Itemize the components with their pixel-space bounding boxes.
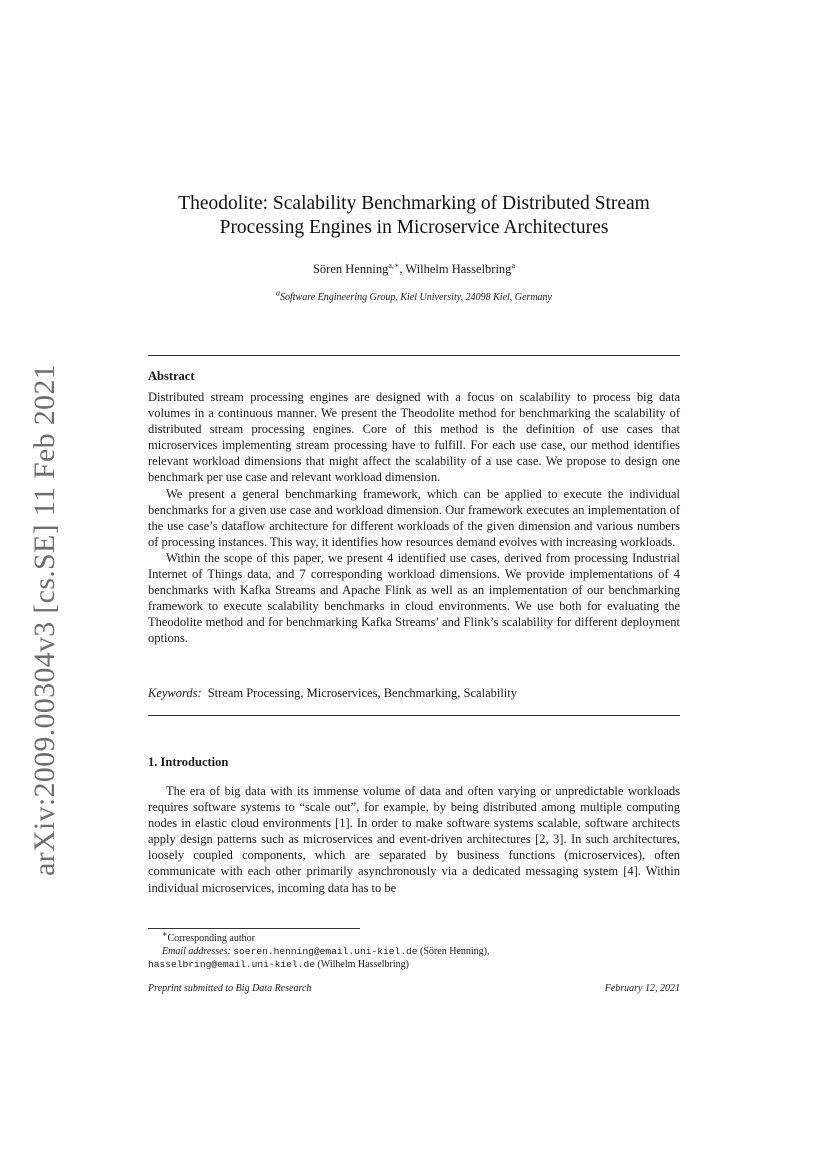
keywords-list: Stream Processing, Microservices, Benchmarking, Scalability	[207, 686, 518, 700]
author-name: Wilhelm Hasselbring	[405, 262, 512, 276]
email-label: Email addresses:	[162, 945, 231, 957]
intro-paragraph: The era of big data with its immense volume of data and often varying or unpredictable workloads requires software systems to “scale out”, for example, by being distributed among multiple computing nodes in elastic cloud environments [1]. In order to make software systems scalable, software architects apply design patterns such as microservices and event-driven architectures [2, 3]. In such architectures, loosely coupled components, which are separated by business functions (microservices), often communicate with each other primarily asynchronously via a dedicated messaging system [4]. Within individual microservices, incoming data has to be	[148, 784, 680, 895]
abstract-paragraph: We present a general benchmarking framework, which can be applied to execute the individual benchmarks for a given use case and workload dimension. Our framework executes an implementation of the use case’s dataflow architecture for different workloads of the given dimension and various numbers of processing instances. This way, it identifies how resources demand evolves with increasing workloads.	[148, 486, 680, 549]
affiliation-mark: a	[275, 288, 280, 298]
affiliation-text: Software Engineering Group, Kiel University, 24098 Kiel, Germany	[279, 292, 552, 303]
arxiv-stamp: arXiv:2009.00304v3 [cs.SE] 11 Feb 2021	[28, 364, 61, 876]
email-link[interactable]: soeren.henning@email.uni-kiel.de	[233, 945, 418, 957]
abstract-body	[148, 389, 680, 647]
abstract-paragraph: Within the scope of this paper, we present 4 identified use cases, derived from processing Industrial Internet of Things data, and 7 corresponding workload dimensions. We provide implementations of 4 benchmarks with Kafka Streams and Apache Flink as well as an implementation of our benchmarking framework to execute scalability benchmarks in cloud environments. We use both for evaluating the Theodolite method and for benchmarking Kafka Streams’ and Flink’s scalability for different deployment options.	[148, 550, 680, 646]
email-link[interactable]: hasselbring@email.uni-kiel.de	[148, 958, 315, 970]
footnotes	[148, 929, 680, 971]
affiliation	[148, 288, 680, 303]
keywords	[148, 686, 680, 701]
email-owner: (Sören Henning),	[420, 945, 490, 957]
abstract-heading: Abstract	[148, 369, 195, 383]
title-line-1: Theodolite: Scalability Benchmarking of Distributed Stream	[178, 193, 650, 214]
footnote-corresponding-text: Corresponding author	[167, 933, 255, 944]
keywords-label: Keywords:	[148, 686, 202, 700]
footnote-emails	[148, 946, 680, 959]
preprint-date: February 12, 2021	[604, 983, 680, 994]
preprint-venue: Preprint submitted to Big Data Research	[148, 983, 312, 994]
preprint-footer	[148, 983, 680, 994]
author-name: Sören Henning	[312, 262, 389, 276]
footnote-mark: ∗	[162, 929, 168, 939]
footnote-corresponding	[148, 929, 680, 946]
abstract-paragraph: Distributed stream processing engines are designed with a focus on scalability to process big data volumes in a continuous manner. We present the Theodolite method for benchmarking the scalability of distributed stream processing engines. Core of this method is the definition of use cases that microservices implementing stream processing have to fulfill. For each use case, our method identifies relevant workload dimensions that might affect the scalability of a use case. We propose to design one benchmark per use case and relevant workload dimension.	[148, 390, 680, 485]
abstract-bottom-rule	[148, 715, 680, 716]
title-line-2: Processing Engines in Microservice Architectures	[219, 217, 609, 238]
footnote-rule	[148, 928, 360, 929]
author-list	[148, 262, 680, 277]
author-marks: a	[511, 260, 515, 270]
section-heading-introduction: 1. Introduction	[148, 755, 229, 769]
footnote-email-continued	[148, 959, 680, 972]
email-owner: (Wilhelm Hasselbring)	[317, 958, 409, 970]
author-marks: a,∗	[388, 260, 400, 270]
paper-title	[148, 192, 680, 240]
author-separator: ,	[399, 262, 406, 276]
abstract-top-rule	[148, 355, 680, 356]
